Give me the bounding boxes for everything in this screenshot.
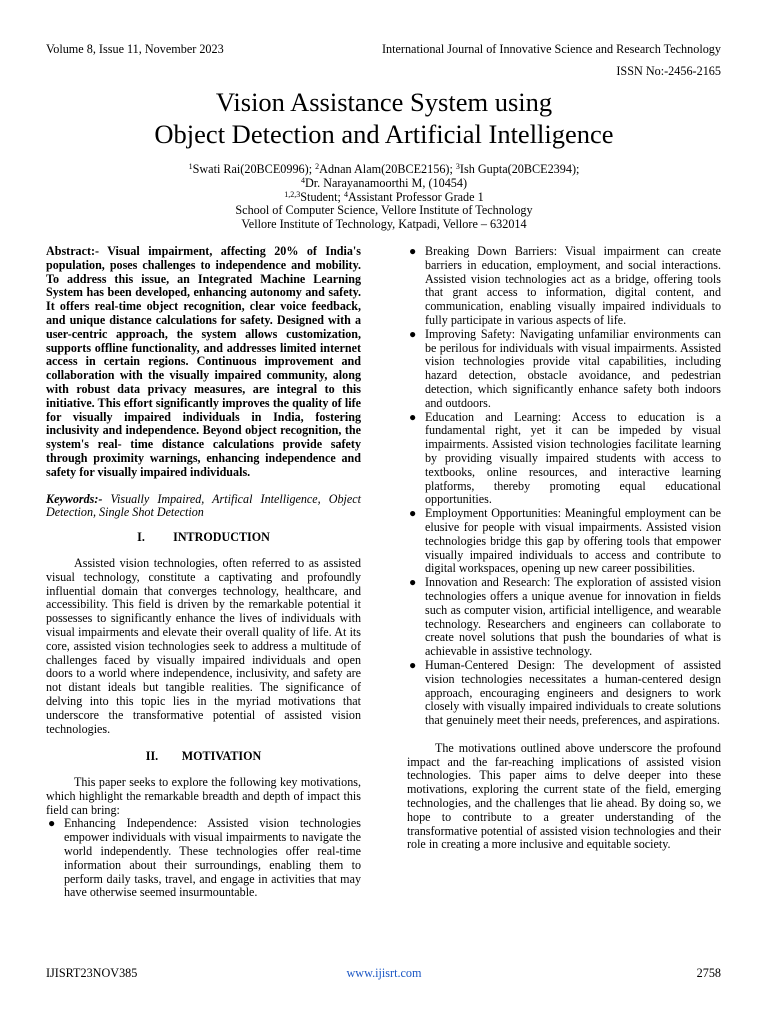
author-address: Vellore Institute of Technology, Katpadi, Vellore – 632014 bbox=[241, 217, 527, 232]
bullet-icon: ● bbox=[409, 575, 417, 590]
paper-title bbox=[0, 86, 768, 150]
footer-url-link[interactable]: www.ijisrt.com bbox=[346, 966, 422, 980]
list-item-text: Employment Opportunities: Meaningful employment can be elusive for people with visual impairments. Assisted vision technologies bridge this gap by offering tools that empower visually impaired individuals to access and contribute to digital workspaces, opening up new career possibilities. bbox=[425, 506, 721, 576]
left-column bbox=[46, 245, 361, 900]
motivation-paragraph: This paper seeks to explore the following key motivations, which highlight the remarkable breadth and depth of impact this field can bring: bbox=[46, 775, 361, 817]
keywords-text: Visually Impaired, Artifical Intelligence, Object Detection, Single Shot Detection bbox=[46, 491, 361, 520]
author-3-sup: 3 bbox=[455, 162, 460, 171]
author-2: Adnan Alam(20BCE2156); bbox=[319, 162, 456, 176]
bullet-icon: ● bbox=[409, 244, 417, 258]
roles-text-2: Assistant Professor Grade 1 bbox=[347, 189, 484, 204]
footer-code: IJISRT23NOV385 bbox=[46, 966, 138, 980]
roles-text-1: Student; bbox=[300, 189, 344, 204]
section-number: I. bbox=[137, 530, 145, 545]
list-item bbox=[407, 411, 721, 508]
bullet-icon: ● bbox=[48, 816, 56, 831]
author-line-2 bbox=[0, 177, 768, 191]
header-issn: ISSN No:-2456-2165 bbox=[616, 64, 721, 78]
keywords-label: Keywords:- bbox=[46, 491, 103, 506]
author-1: Swati Rai(20BCE0996); bbox=[192, 162, 316, 176]
bullet-icon: ● bbox=[409, 409, 417, 424]
abstract: Abstract:- Visual impairment, affecting 20% of India's population, poses challenges to independence and mobility. To address this issue, an Integrated Machine Learning System has been developed, enhancing autonomy and safety. It offers real-time object recognition, clear voice feedback, and unique distance calculations for safety. Designed with a user-centric approach, the system allows customization, supports offline functionality, and addresses limited internet access in certain regions. Continuous improvement and collaboration with the visually impaired community, along with robust data privacy measures, are integral to this initiative. This effort significantly improves the quality of life for visually impaired individuals in India, fostering inclusivity and independence. Beyond object recognition, the system's real- time distance calculations provide safety through proximity warnings, enhancing independence and safety for visually impaired individuals. bbox=[46, 244, 361, 479]
bullet-icon: ● bbox=[409, 657, 417, 672]
roles-sup-2: 4 bbox=[343, 189, 348, 199]
author-block bbox=[0, 163, 768, 232]
section-heading-motivation bbox=[46, 750, 361, 764]
introduction-paragraph: Assisted vision technologies, often referred to as assisted visual technology, constitute a captivating and profoundly influential domain that converges technology, healthcare, and accessibility. This field is driven by the remarkable potential it possesses to significantly enhance the lives of individuals with visual impairments and elevate their overall quality of life. At its core, assisted vision technologies seek to address a multitude of challenges faced by visually impaired individuals and open doors to a world where independence, inclusivity, and safety are not distant ideals but tangible realities. The significance of delving into this topic lies in the myriad motivations that underscore the transformative potential of assisted vision technologies. bbox=[46, 555, 361, 736]
bullet-icon: ● bbox=[409, 326, 417, 341]
header-volume: Volume 8, Issue 11, November 2023 bbox=[46, 42, 224, 56]
title-line-2: Object Detection and Artificial Intelligence bbox=[154, 119, 614, 149]
bullet-icon: ● bbox=[409, 506, 417, 521]
section-title: MOTIVATION bbox=[181, 749, 262, 764]
list-item-text: Breaking Down Barriers: Visual impairment can create barriers in education, employment, and social interactions. Assisted vision technologies act as a bridge, offering tools that grant access to information, digital content, and communication, enabling visually impaired individuals to fully participate in various aspects of life. bbox=[425, 244, 721, 327]
list-item-text: Education and Learning: Access to education is a fundamental right, yet it can be impeded by visual impairments. Assisted vision technologies facilitate learning by providing visually impaired students with access to textbooks, online resources, and interactive learning platforms, thereby promoting equal educational opportunities. bbox=[425, 409, 721, 507]
closing-paragraph: The motivations outlined above underscore the profound impact and the far-reaching implications of assisted vision technologies. This paper aims to delve deeper into these motivations, exploring the current state of the field, emerging technologies, and the challenges that lie ahead. By doing so, we hope to contribute to a greater understanding of the transformative potential of assisted vision technologies and their role in creating a more inclusive and equitable society. bbox=[407, 740, 721, 852]
title-line-1: Vision Assistance System using bbox=[215, 87, 553, 117]
list-item bbox=[46, 817, 361, 900]
author-3: Ish Gupta(20BCE2394); bbox=[459, 162, 580, 176]
list-item bbox=[407, 659, 721, 728]
author-school: School of Computer Science, Vellore Institute of Technology bbox=[235, 203, 533, 218]
section-number: II. bbox=[145, 749, 159, 764]
list-item-text: Innovation and Research: The exploration of assisted vision technologies offers a unique avenue for innovation in fields such as computer vision, artificial intelligence, and wearable technology. Researchers and engineers can collaborate to create novel solutions that push the boundaries of what is achievable in assistive technology. bbox=[425, 575, 721, 659]
list-item-text: Human-Centered Design: The development of assisted vision technologies necessitates a human-centered design approach, encouraging engineers and designers to work closely with visually impaired individuals to create solutions that genuinely meet their needs, preferences, and aspirations. bbox=[425, 657, 721, 728]
roles-sup-1: 1,2,3 bbox=[284, 189, 301, 199]
author-roles bbox=[0, 191, 768, 205]
footer-page-number: 2758 bbox=[696, 966, 721, 980]
right-column bbox=[407, 245, 721, 852]
section-title: INTRODUCTION bbox=[173, 530, 270, 545]
header-journal: International Journal of Innovative Science and Research Technology bbox=[381, 42, 721, 56]
motivation-list-left bbox=[46, 817, 361, 900]
author-line-1 bbox=[0, 163, 768, 177]
author-4-sup: 4 bbox=[300, 175, 305, 185]
motivation-list-right bbox=[407, 245, 721, 728]
author-2-sup: 2 bbox=[315, 162, 320, 171]
list-item bbox=[407, 245, 721, 328]
list-item bbox=[407, 576, 721, 659]
list-item-text: Improving Safety: Navigating unfamiliar environments can be perilous for individuals with visual impairments. Assisted vision technologies provide vital capabilities, including hazard detection, obstacle avoidance, and pedestrian detection, which significantly enhance safety both indoors and outdoors. bbox=[425, 326, 721, 410]
keywords bbox=[46, 493, 361, 521]
section-heading-introduction bbox=[46, 531, 361, 545]
author-1-sup: 1 bbox=[188, 162, 193, 171]
author-4: Dr. Narayanamoorthi M, (10454) bbox=[304, 175, 468, 190]
list-item-text: Enhancing Independence: Assisted vision technologies empower individuals with visual impairments to navigate the world independently. These technologies offer real-time information about their surroundings, enabling them to perform daily tasks, travel, and engage in activities that may have otherwise seemed insurmountable. bbox=[64, 816, 361, 900]
list-item bbox=[407, 328, 721, 411]
list-item bbox=[407, 507, 721, 576]
